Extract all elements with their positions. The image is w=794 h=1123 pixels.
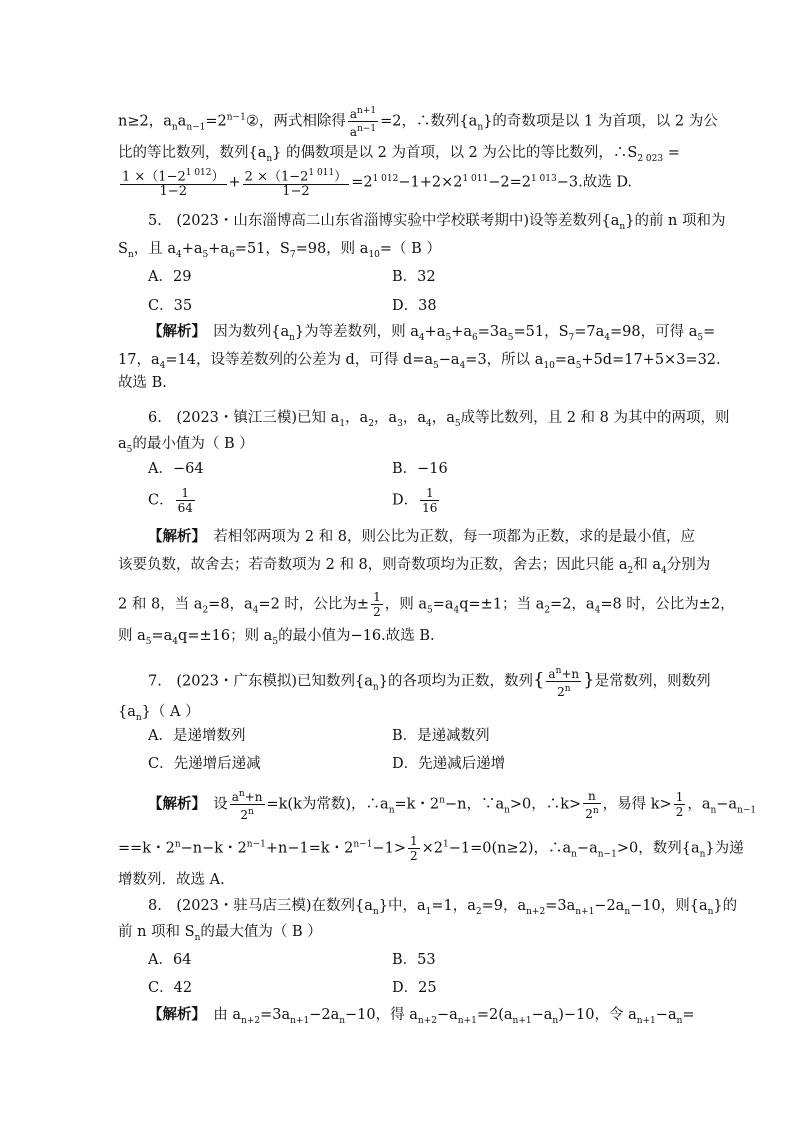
option-5a: A．29 — [148, 269, 192, 285]
option-8c: C．42 — [148, 980, 193, 996]
option-6a: A．−64 — [148, 461, 204, 477]
option-7a: A．是递增数列 — [148, 728, 246, 744]
text-line-2: 比的等比数列，数列$\{a_n\}$ 的偶数项是以 2 为首项，以 2 为公比的等比数列，$\therefore S_{2 023}$ = — [118, 145, 680, 164]
text-line-3: $\frac{1 \times(1-2^{1 012})}{1-2}$ + $\frac{2 \times(1-2^{1 011})}{1-2}$ $=2^{1 012}-1+2\times 2^{1 011}-2=2^{1 013}-3$.故选 D. — [122, 168, 633, 200]
solution-6-line-4: 则 $a_5=a_4q=\pm 16$；则 $a_5$的最小值为−16.故选 B. — [118, 628, 435, 647]
option-7b: B．是递减数列 — [392, 728, 490, 744]
solution-6-line-3: 2 和 8，当 $a_2=8$，$a_4=2$ 时，公比为± $\frac{1}{2}$ ，则 $a_5=a_4q=\pm 1$；当 $a_2=2$，$a_4=8$ 时，公比为±2， — [118, 590, 735, 619]
solution-5-line-3: 故选 B. — [118, 375, 167, 391]
question-8-line-1: 8. (2023・驻马店三模)在数列$\{a_n\}$中，$a_1=1$，$a_2=9$，$a_{n+2}=3a_{n+1}-2a_n-10$，则$\{a_n\}$的 — [148, 898, 738, 917]
option-6b: B．−16 — [392, 461, 448, 477]
solution-7-line-1: 【解析】 设 $\frac{a^n+n}{2^n}$ =k(k为常数)，$\therefore a_n=k$・$2^n-n$，$\because a_n>0$，∴k> $\frac{n}{2^n}$ ，易得 k> $\frac{1}{2}$ ，$a_n-a_{n-1}$ — [148, 788, 757, 822]
question-6-line-1: 6. (2023・镇江三模)已知 $a_1$，$a_2$，$a_3$，$a_4$，$a_5$成等比数列，且 2 和 8 为其中的两项，则 — [148, 410, 730, 429]
option-5b: B．32 — [392, 269, 436, 285]
solution-6-line-2: 该要负数，故舍去；若奇数项为 2 和 8，则奇数项均为正数，舍去；因此只能 $a_2$和 $a_4$分别为 — [118, 557, 711, 576]
option-6d: D． $\frac{1}{16}$ — [392, 486, 438, 515]
option-8a: A．64 — [148, 952, 192, 968]
question-7-line-1: 7. (2023・广东模拟)已知数列$\{a_n\}$的各项均为正数，数列{ $\frac{a^n+n}{2^n}$ }是常数列，则数列 — [148, 666, 711, 699]
option-8d: D．25 — [392, 980, 437, 996]
solution-7-line-3: 增数列．故选 A. — [118, 872, 225, 888]
text-line-1: n≥2，$a_na_{n-1}=2^{n-1}②$，两式相除得 $\frac{a^{n+1}}{a^{n-1}}$ =2，∴数列$\{a_n\}$的奇数项是以 1 为首项，以 2 为公 — [118, 106, 718, 139]
solution-5-line-2: 17，$a_4=14$，设等差数列的公差为 d，可得 $d=a_5-a_4=3$，所以 $a_{10}=a_5+5d=17+5\times 3=32$. — [118, 352, 721, 371]
option-5c: C．35 — [148, 298, 193, 314]
question-5-line-1: 5. (2023・山东淄博高二山东省淄博实验中学校联考期中)设等差数列$\{a_n\}$的前 n 项和为 — [148, 213, 726, 232]
option-6c: C． $\frac{1}{64}$ — [148, 486, 193, 515]
question-7-line-2: $\{a_n\}$（ A ） — [118, 704, 200, 723]
option-5d: D．38 — [392, 298, 437, 314]
solution-8-line-1: 【解析】 由 $a_{n+2}=3a_{n+1}-2a_n-10$，得 $a_{n+2}-a_{n+1}=2(a_{n+1}-a_n)-10$，令 $a_{n+1}-a_n=$ — [148, 1006, 695, 1026]
question-5-line-2: $S_n$，且 $a_4+a_5+a_6=51$，$S_7=98$，则 $a_{10}=$（ B ） — [118, 241, 441, 260]
solution-5-line-1: 【解析】 因为数列$\{a_n\}$为等差数列，则 $a_4+a_5+a_6=3a_5=51$，$S_7=7a_4=98$，可得 $a_5=$ — [148, 323, 716, 343]
solution-7-line-2: ==k・$2^n-n-k$・$2^{n-1}+n-1=k$・$2^{n-1}-1>$ $\frac{1}{2}$ $\times 2^1-1=0(n\ge 2)$，$\therefore a_n-a_{n-1}>0$，数列$\{a_n\}$为递 — [118, 834, 744, 863]
option-7d: D．先递减后递增 — [392, 756, 506, 772]
solution-6-line-1: 【解析】 若相邻两项为 2 和 8，则公比为正数，每一项都为正数，求的是最小值，应 — [148, 528, 696, 545]
question-6-line-2: $a_5$的最小值为（ B ） — [118, 436, 254, 455]
option-7c: C．先递增后递减 — [148, 756, 261, 772]
option-8b: B．53 — [392, 952, 436, 968]
question-8-line-2: 前 n 项和 $S_n$的最大值为（ B ） — [118, 924, 322, 943]
